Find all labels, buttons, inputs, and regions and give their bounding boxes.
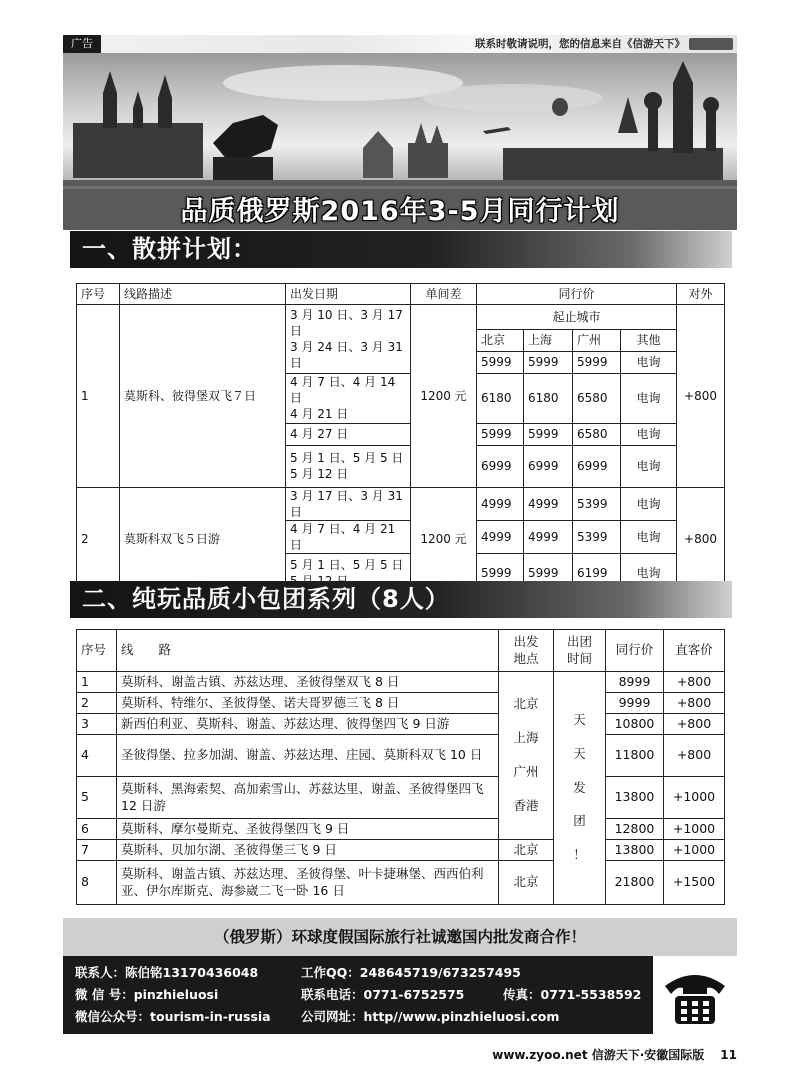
route1-name: 莫斯科、彼得堡双飞７日 <box>120 305 286 488</box>
col-header-single: 单间差 <box>411 284 477 305</box>
route1-no: 1 <box>77 305 120 488</box>
row-no: 8 <box>77 861 117 905</box>
telephone-icon <box>653 956 737 1034</box>
col-header-departure: 出发 地点 <box>499 630 554 672</box>
col-header-peer-price: 同行价 <box>606 630 664 672</box>
row-direct-price: +1000 <box>664 819 725 840</box>
row-peer-price: 9999 <box>606 693 664 714</box>
row-direct-price: +800 <box>664 714 725 735</box>
route2-dates-3: 5 月 1 日、5 月 5 日 <box>286 554 411 592</box>
col-header-route: 线 路 <box>117 630 499 672</box>
contact-block <box>63 956 737 1034</box>
departure-cities: 北京 上海 广州 香港 <box>499 672 554 840</box>
table-row <box>77 819 725 840</box>
row-no: 5 <box>77 777 117 819</box>
route1-external: +800 <box>677 305 725 488</box>
city-other: 其他 <box>621 330 677 352</box>
price-cell: 5999 <box>524 554 573 592</box>
row-no: 1 <box>77 672 117 693</box>
top-bar <box>63 35 737 53</box>
row-route: 莫斯科、贝加尔湖、圣彼得堡三飞 9 日 <box>117 840 499 861</box>
city-beijing: 北京 <box>477 330 524 352</box>
route1-dates-3: 4 月 27 日 <box>286 423 411 445</box>
footer-site: www.zyoo.net 信游天下·安徽国际版 <box>492 1048 705 1062</box>
top-notice: 联系时敬请说明，您的信息来自《信游天下》 <box>475 38 685 50</box>
route1-dates-1: 3 月 10 日、3 月 17 日 3 月 24 日、3 月 31 日 <box>286 305 411 374</box>
group-tour-table <box>76 283 725 592</box>
col-header-schedule: 出团 时间 <box>554 630 606 672</box>
row-peer-price: 12800 <box>606 819 664 840</box>
route2-dates-2: 4 月 7 日、4 月 21 日 <box>286 520 411 553</box>
price-cell: 电询 <box>621 423 677 445</box>
price-cell: 电询 <box>621 554 677 592</box>
table-row <box>77 672 725 693</box>
price-cell: 6999 <box>573 445 621 487</box>
row-no: 2 <box>77 693 117 714</box>
price-cell: 6999 <box>524 445 573 487</box>
row-route: 新西伯利亚、莫斯科、谢盖、苏兹达理、彼得堡四飞 9 日游 <box>117 714 499 735</box>
table-row <box>77 735 725 777</box>
contact-qq: 工作QQ：248645719/673257495 <box>301 965 521 980</box>
row-direct-price: +800 <box>664 735 725 777</box>
route2-dates-1: 3 月 17 日、3 月 31 日 <box>286 487 411 520</box>
price-cell: 电询 <box>621 445 677 487</box>
route2-single: 1200 元 <box>411 487 477 592</box>
price-cell: 电询 <box>621 520 677 553</box>
row-route: 圣彼得堡、拉多加湖、谢盖、苏兹达理、庄园、莫斯科双飞 10 日 <box>117 735 499 777</box>
row-route: 莫斯科、黑海索契、高加索雪山、苏兹达里、谢盖、圣彼得堡四飞 12 日游 <box>117 777 499 819</box>
city-guangzhou: 广州 <box>573 330 621 352</box>
price-cell: 5999 <box>477 554 524 592</box>
price-cell: 6199 <box>573 554 621 592</box>
price-cell: 5399 <box>573 487 621 520</box>
row-peer-price: 10800 <box>606 714 664 735</box>
partnership-call: （俄罗斯）环球度假国际旅行社诚邀国内批发商合作！ <box>63 918 737 956</box>
row-peer-price: 21800 <box>606 861 664 905</box>
contact-phone: 联系电话：0771-6752575 <box>301 987 465 1002</box>
col-header-direct-price: 直客价 <box>664 630 725 672</box>
ad-tag: 广告 <box>63 35 101 53</box>
contact-wechat: 微 信 号：pinzhieluosi <box>75 987 219 1002</box>
row-direct-price: +1000 <box>664 777 725 819</box>
row-no: 6 <box>77 819 117 840</box>
contact-person: 联系人：陈伯铭13170436048 <box>75 965 259 980</box>
row-peer-price: 13800 <box>606 840 664 861</box>
cities-label: 起止城市 <box>477 305 677 330</box>
route1-single: 1200 元 <box>411 305 477 488</box>
price-cell: 4999 <box>524 487 573 520</box>
price-cell: 电询 <box>621 374 677 424</box>
publisher-logo-icon <box>689 38 733 50</box>
row-direct-price: +800 <box>664 672 725 693</box>
row-no: 3 <box>77 714 117 735</box>
row-direct-price: +1500 <box>664 861 725 905</box>
contact-website[interactable]: 公司网址：http//www.pinzhieluosi.com <box>301 1009 560 1024</box>
price-cell: 5999 <box>477 352 524 374</box>
route2-external: +800 <box>677 487 725 592</box>
route1-dates-4: 5 月 1 日、5 月 5 日 5 月 12 日 <box>286 445 411 487</box>
route1-dates-2: 4 月 7 日、4 月 14 日 4 月 21 日 <box>286 374 411 424</box>
price-cell: 5999 <box>524 352 573 374</box>
row-departure: 北京 <box>499 840 554 861</box>
row-no: 4 <box>77 735 117 777</box>
row-departure: 北京 <box>499 861 554 905</box>
small-group-tour-table <box>76 629 725 905</box>
price-cell: 5999 <box>524 423 573 445</box>
row-peer-price: 13800 <box>606 777 664 819</box>
price-cell: 6180 <box>524 374 573 424</box>
row-route: 莫斯科、摩尔曼斯克、圣彼得堡四飞 9 日 <box>117 819 499 840</box>
table-row <box>77 777 725 819</box>
price-cell: 5999 <box>573 352 621 374</box>
col-header-dates: 出发日期 <box>286 284 411 305</box>
price-cell: 电询 <box>621 352 677 374</box>
section2-heading: 二、纯玩品质小包团系列（8人） <box>70 581 732 618</box>
page-footer <box>492 1046 737 1063</box>
route2-name: 莫斯科双飞５日游 <box>120 487 286 592</box>
hero-banner <box>63 53 737 230</box>
price-cell: 5999 <box>477 423 524 445</box>
row-direct-price: +800 <box>664 693 725 714</box>
row-route: 莫斯科、特维尔、圣彼得堡、诺夫哥罗德三飞 8 日 <box>117 693 499 714</box>
row-peer-price: 11800 <box>606 735 664 777</box>
table-row <box>77 861 725 905</box>
contact-public-account: 微信公众号：tourism-in-russia <box>75 1009 271 1024</box>
row-no: 7 <box>77 840 117 861</box>
table-row <box>77 714 725 735</box>
col-header-no: 序号 <box>77 284 120 305</box>
price-cell: 4999 <box>477 487 524 520</box>
col-header-route: 线路描述 <box>120 284 286 305</box>
section1-heading: 一、散拼计划： <box>70 231 732 268</box>
price-cell: 6580 <box>573 374 621 424</box>
price-cell: 4999 <box>524 520 573 553</box>
table-row <box>77 840 725 861</box>
price-cell: 6180 <box>477 374 524 424</box>
col-header-peer-price: 同行价 <box>477 284 677 305</box>
contact-fax: 传真：0771-5538592 <box>503 987 642 1002</box>
row-route: 莫斯科、谢盖古镇、苏兹达理、圣彼得堡双飞 8 日 <box>117 672 499 693</box>
city-shanghai: 上海 <box>524 330 573 352</box>
price-cell: 6580 <box>573 423 621 445</box>
col-header-no: 序号 <box>77 630 117 672</box>
row-peer-price: 8999 <box>606 672 664 693</box>
price-cell: 5399 <box>573 520 621 553</box>
banner-title: 品质俄罗斯2016年3-5月同行计划 <box>180 196 620 227</box>
row-direct-price: +1000 <box>664 840 725 861</box>
table-row <box>77 693 725 714</box>
price-cell: 电询 <box>621 487 677 520</box>
col-header-external: 对外 <box>677 284 725 305</box>
route2-no: 2 <box>77 487 120 592</box>
row-route: 莫斯科、谢盖古镇、苏兹达理、圣彼得堡、叶卡捷琳堡、西西伯利亚、伊尔库斯克、海参崴二飞一卧 16 日 <box>117 861 499 905</box>
page-number: 11 <box>720 1048 737 1062</box>
schedule-note: 天 天 发 团 ！ <box>554 672 606 905</box>
price-cell: 6999 <box>477 445 524 487</box>
price-cell: 4999 <box>477 520 524 553</box>
